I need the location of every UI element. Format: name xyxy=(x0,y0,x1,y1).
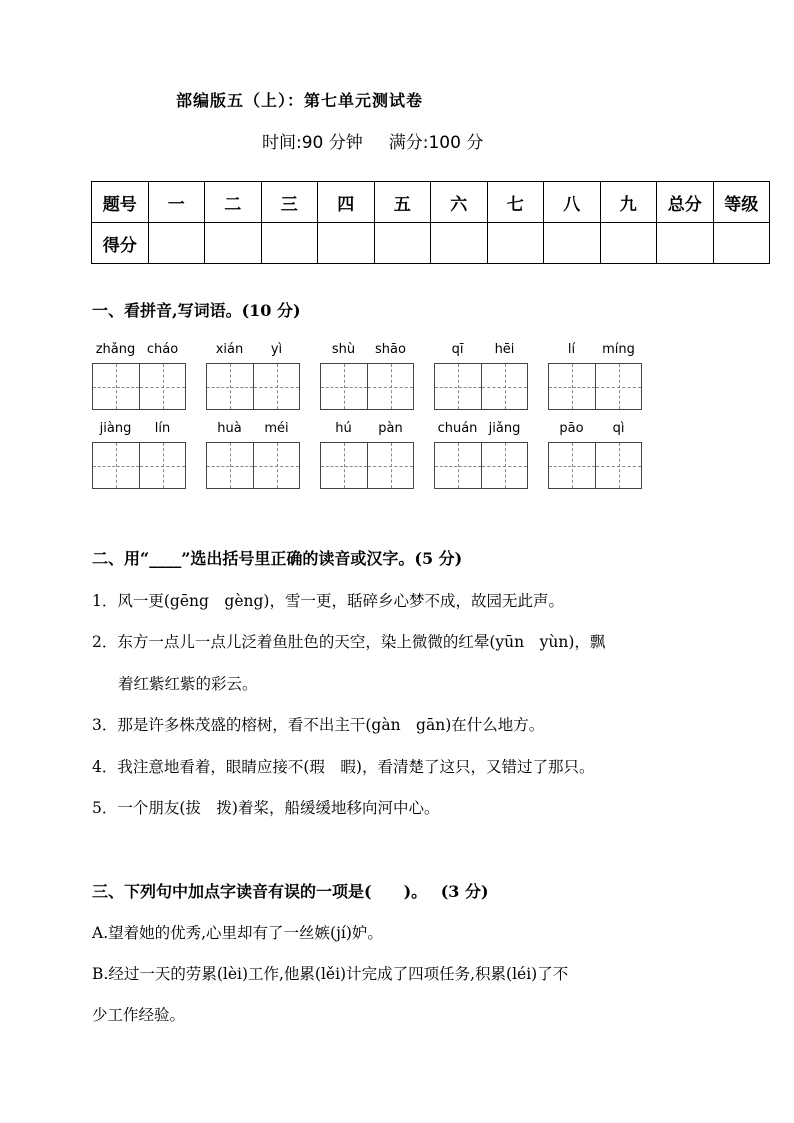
score-header-cell: 二 xyxy=(205,182,262,223)
score-cell[interactable] xyxy=(544,223,601,264)
pinyin-syllable: qì xyxy=(612,421,625,436)
pinyin-syllable: lí xyxy=(567,342,576,357)
question-item: 1．风一更(gēng gèng)，雪一更，聒碎乡心梦不成，故园无此声。 xyxy=(92,592,564,610)
pinyin-syllable: méi xyxy=(264,421,289,436)
score-table-header-row xyxy=(92,182,770,223)
score-row-label: 得分 xyxy=(92,223,149,264)
section3-title: 三、下列句中加点字读音有误的一项是( )。 (3 分) xyxy=(92,882,489,901)
score-header-cell: 一 xyxy=(148,182,205,223)
writing-grid[interactable] xyxy=(434,442,528,489)
score-header-cell: 九 xyxy=(600,182,657,223)
pinyin-group xyxy=(548,342,642,410)
score-header-cell: 五 xyxy=(374,182,431,223)
pinyin-group xyxy=(434,342,528,410)
exam-time: 时间:90 分钟 xyxy=(262,133,363,153)
pinyin-syllable: huà xyxy=(217,421,242,436)
pinyin-syllable: hú xyxy=(335,421,352,436)
pinyin-group xyxy=(92,342,186,410)
score-header-cell: 总分 xyxy=(657,182,714,223)
score-cell[interactable] xyxy=(600,223,657,264)
question-item: 2．东方一点儿一点儿泛着鱼肚色的天空，染上微微的红晕(yūn yùn)，飘 xyxy=(92,633,606,651)
pinyin-syllable: jiǎng xyxy=(488,421,521,436)
writing-grid[interactable] xyxy=(92,363,186,410)
question-item: A.望着她的优秀,心里却有了一丝嫉(jí)妒。 xyxy=(92,924,383,942)
question-item: 5．一个朋友(拔 拨)着桨，船缓缓地移向河中心。 xyxy=(92,799,440,817)
page-title: 部编版五（上）：第七单元测试卷 xyxy=(176,91,424,110)
exam-full-score: 满分:100 分 xyxy=(388,133,484,153)
score-cell[interactable] xyxy=(205,223,262,264)
pinyin-syllable: zhǎng xyxy=(95,342,136,357)
score-cell[interactable] xyxy=(487,223,544,264)
score-header-cell: 七 xyxy=(487,182,544,223)
pinyin-syllable: cháo xyxy=(146,342,179,357)
writing-grid[interactable] xyxy=(548,363,642,410)
question-item: B.经过一天的劳累(lèi)工作,他累(lěi)计完成了四项任务,积累(léi)了不 xyxy=(92,965,569,983)
pinyin-group xyxy=(92,421,186,489)
score-header-cell: 等级 xyxy=(713,182,770,223)
question-item-continuation: 少工作经验。 xyxy=(92,1006,186,1024)
score-cell[interactable] xyxy=(374,223,431,264)
writing-grid[interactable] xyxy=(206,363,300,410)
section2-title: 二、用“____”选出括号里正确的读音或汉字。(5 分) xyxy=(92,549,463,568)
pinyin-syllable: lín xyxy=(154,421,171,436)
score-cell[interactable] xyxy=(261,223,318,264)
pinyin-syllable: pàn xyxy=(378,421,403,436)
exam-info xyxy=(262,128,509,153)
score-cell[interactable] xyxy=(318,223,375,264)
pinyin-syllable: jiàng xyxy=(99,421,132,436)
pinyin-syllable: xián xyxy=(215,342,244,357)
pinyin-syllable: chuán xyxy=(437,421,478,436)
score-header-cell: 题号 xyxy=(92,182,149,223)
score-cell[interactable] xyxy=(148,223,205,264)
score-cell[interactable] xyxy=(713,223,770,264)
pinyin-syllable: yì xyxy=(270,342,283,357)
score-cell[interactable] xyxy=(431,223,488,264)
score-header-cell: 四 xyxy=(318,182,375,223)
pinyin-group xyxy=(548,421,642,489)
score-header-cell: 三 xyxy=(261,182,318,223)
pinyin-syllable: shāo xyxy=(375,342,406,357)
pinyin-syllable: pāo xyxy=(559,421,584,436)
writing-grid[interactable] xyxy=(320,442,414,489)
score-cell[interactable] xyxy=(657,223,714,264)
question-item-continuation: 着红紫红紫的彩云。 xyxy=(118,675,258,693)
question-item: 3．那是许多株茂盛的榕树，看不出主干(gàn gān)在什么地方。 xyxy=(92,716,545,734)
score-header-cell: 六 xyxy=(431,182,488,223)
question-item: 4．我注意地看着，眼睛应接不(瑕 暇)，看清楚了这只，又错过了那只。 xyxy=(92,758,595,776)
score-table xyxy=(91,181,770,264)
pinyin-syllable: shù xyxy=(331,342,356,357)
score-table-score-row xyxy=(92,223,770,264)
pinyin-group xyxy=(206,421,300,489)
pinyin-syllable: qī xyxy=(451,342,464,357)
writing-grid[interactable] xyxy=(434,363,528,410)
pinyin-group xyxy=(320,342,414,410)
section1-title: 一、看拼音,写词语。(10 分) xyxy=(92,301,301,320)
pinyin-syllable: hēi xyxy=(494,342,515,357)
pinyin-group xyxy=(206,342,300,410)
writing-grid[interactable] xyxy=(320,363,414,410)
writing-grid[interactable] xyxy=(548,442,642,489)
writing-grid[interactable] xyxy=(92,442,186,489)
score-header-cell: 八 xyxy=(544,182,601,223)
pinyin-group xyxy=(320,421,414,489)
writing-grid[interactable] xyxy=(206,442,300,489)
pinyin-group xyxy=(434,421,528,489)
pinyin-syllable: míng xyxy=(602,342,635,357)
